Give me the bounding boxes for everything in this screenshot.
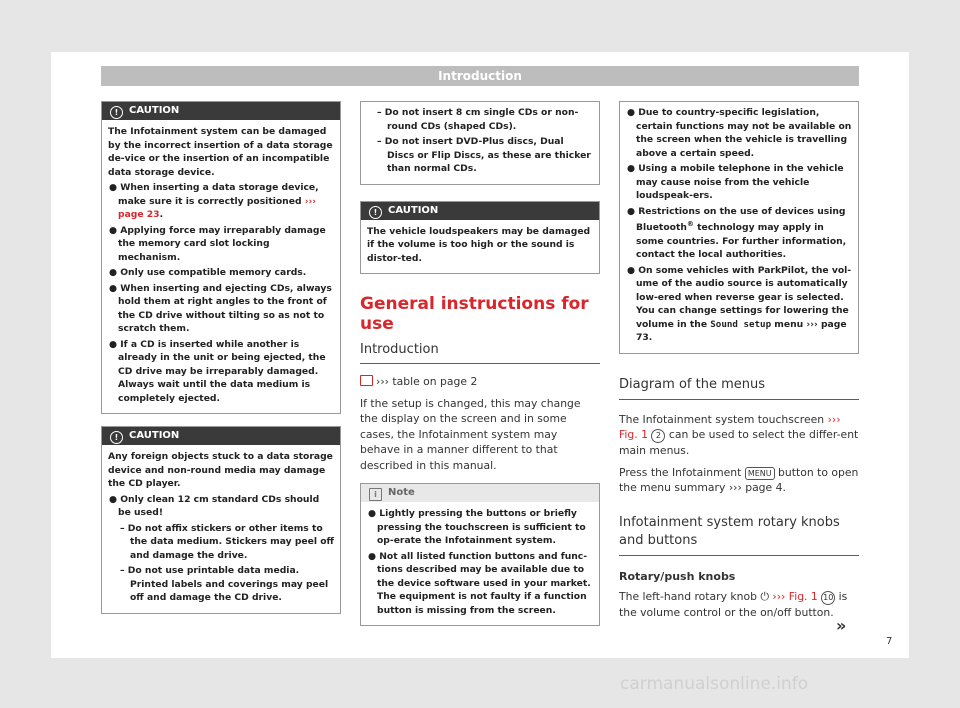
figure-link[interactable]: ››› Fig. 1 <box>619 412 841 442</box>
caution-header <box>102 102 340 120</box>
caution-box-1 <box>101 101 341 414</box>
bullet: ● Restrictions on the use of devices using Bluetooth® technology may apply in some countries. For further information, contact the local authorities. <box>627 205 847 261</box>
paragraph: The left-hand rotary knob ⏻ ››› Fig. 1 10 is the volume control or the on/off button. <box>619 589 848 619</box>
section-subheading: Introduction <box>360 342 600 364</box>
table-icon <box>360 375 373 386</box>
caution-header <box>102 427 340 445</box>
bullet: ● Applying force may irreparably damage the memory card slot locking mechanism. <box>109 224 326 263</box>
caution-continuation-box <box>360 101 600 185</box>
bullet: ● Using a mobile telephone in the vehicle may cause noise from the vehicle loudspeak-ers. <box>627 163 844 201</box>
page-link[interactable]: ››› page 4 <box>728 481 783 495</box>
dash-item: – Do not use printable data media. Printed labels and coverings may peel off and damage the CD drive. <box>120 565 329 603</box>
bullet: ● When inserting a data storage device, make sure it is correctly positioned ››› page 23. <box>109 182 319 220</box>
page-link[interactable]: ››› page 23 <box>118 195 317 220</box>
caution-box-3 <box>360 201 600 275</box>
bullet: ● On some vehicles with ParkPilot, the vol-ume of the audio source is automatically low-ered when reverse gear is selected. You can change settings for lowering the volume in the Sound setup menu ››› page 73. <box>627 264 852 344</box>
caution-header <box>361 202 599 220</box>
table-reference: ››› table on page 2 <box>360 374 600 390</box>
menu-name: Sound setup <box>710 318 772 330</box>
figure-link[interactable]: ››› Fig. 1 <box>772 589 818 603</box>
column-left <box>101 101 341 626</box>
caution-title: CAUTION <box>388 204 439 216</box>
caution-intro: Any foreign objects stuck to a data storage device and non-round media may damage the CD player. <box>108 451 333 489</box>
dash-item: – Do not insert DVD-Plus discs, Dual Discs or Flip Discs, as these are thicker than normal CDs. <box>377 136 591 174</box>
caution-title: CAUTION <box>129 430 180 441</box>
caution-box-2 <box>101 426 341 614</box>
watermark: carmanualsonline.info <box>620 674 809 694</box>
caution-icon: ! <box>110 431 123 444</box>
subsection-title: Rotary/push knobs <box>619 569 736 583</box>
note-box <box>360 483 600 626</box>
section-heading: Diagram of the menus <box>619 376 859 400</box>
power-icon: ⏻ <box>760 589 769 603</box>
bullet: ● Due to country-specific legislation, certain functions may not be available on the screen when the vehicle is travelling above a certain speed. <box>627 107 852 159</box>
dash-item: – Do not insert 8 cm single CDs or non-round CDs (shaped CDs). <box>377 107 579 132</box>
continue-mark: » <box>836 616 847 635</box>
section-heading: Infotainment system rotary knobs and buttons <box>619 514 859 556</box>
menu-key: MENU <box>745 467 775 480</box>
page <box>51 52 909 658</box>
column-middle <box>360 101 600 638</box>
paragraph: If the setup is changed, this may change the display on the screen and in some cases, the Infotainment system may behave in a manner different to that described in this manual. <box>360 396 581 472</box>
column-right <box>619 101 859 626</box>
callout-number: 10 <box>821 591 835 605</box>
note-continuation-box <box>619 101 859 354</box>
caution-icon: ! <box>369 206 382 219</box>
dash-item: – Do not affix stickers or other items to the data medium. Stickers may peel off and damage the drive. <box>120 522 334 561</box>
info-icon: i <box>369 488 382 501</box>
caution-intro: The Infotainment system can be damaged by the incorrect insertion of a data storage de-vice or the insertion of an incompatible data storage device. <box>108 126 333 178</box>
bullet: ● Only use compatible memory cards. <box>109 267 307 278</box>
bullet: ● Not all listed function buttons and func-tions described may be available due to the device software used in your market. The equipment is not faulty if a function button is missing from the screen. <box>368 550 591 616</box>
bullet: ● Only clean 12 cm standard CDs should be used! <box>109 493 320 518</box>
note-title: Note <box>388 487 415 498</box>
section-heading: General instructions for use <box>360 294 589 334</box>
caution-text: The vehicle loudspeakers may be damaged if the volume is too high or the sound is distor-ted. <box>367 225 591 264</box>
bullet: ● If a CD is inserted while another is already in the unit or being ejected, the CD drive may be irreparably damaged. Always wait until the data medium is completely ejected. <box>109 338 326 404</box>
note-header <box>361 484 599 502</box>
paragraph: Press the Infotainment MENU button to open the menu summary ››› page 4. <box>619 465 859 495</box>
callout-number: 2 <box>651 429 665 443</box>
paragraph: The Infotainment system touchscreen ››› Fig. 1 2 can be used to select the differ-ent main menus. <box>619 412 859 458</box>
bullet: ● When inserting and ejecting CDs, always hold them at right angles to the front of the CD drive without tilting so as not to scratch them. <box>109 282 332 334</box>
page-link[interactable]: ››› page 73 <box>636 318 847 344</box>
page-header: Introduction <box>101 66 859 86</box>
page-number: 7 <box>886 636 893 647</box>
caution-title: CAUTION <box>129 105 180 116</box>
bullet: ● Lightly pressing the buttons or briefly pressing the touchscreen is sufficient to op-erate the Infotainment system. <box>368 508 586 546</box>
caution-icon: ! <box>110 106 123 119</box>
